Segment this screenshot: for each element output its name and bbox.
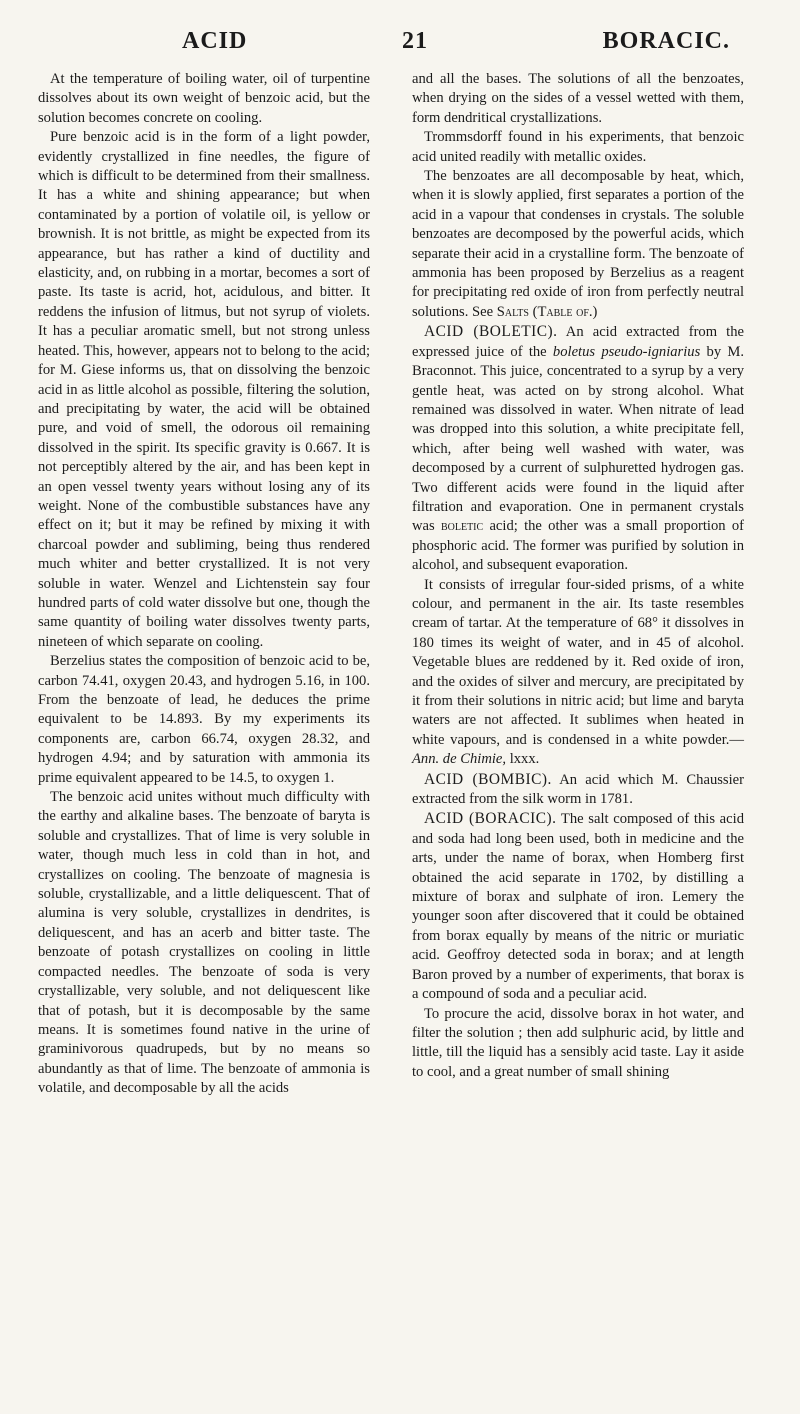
right-column xyxy=(412,70,744,1082)
entry-text: by M. Braconnot. This juice, concentrated to a syrup by a very gentle heat, was acted on by strong alcohol. What remained was dissolved in water. When nitrate of lead was dropped into this solution, a white precipitate fell, which, after being well washed with water, was decomposed by a current of sulphuretted hydrogen gas. Two different acids were found in the liquid after filtration and evaporation. One in permanent crystals was xyxy=(412,343,744,535)
running-header xyxy=(26,28,774,68)
entry-heading: ACID (BORACIC). xyxy=(424,810,557,828)
entry-text: An acid extracted from the expressed juice of the xyxy=(412,324,745,360)
entry-boletic xyxy=(412,322,744,575)
paragraph: At the temperature of boiling water, oil of turpentine dissolves about its own weight of benzoic acid, but the solution becomes concrete on cooling. xyxy=(38,71,370,126)
paragraph: The benzoic acid unites without much difficulty with the earthy and alkaline bases. The benzoate of baryta is soluble and crystallizes. That of lime is very soluble in water, though much less in cold than in hot, and crystallizes on cooling. The benzoate of magnesia is soluble, crystallizable, and a little deliquescent. That of alumina is very soluble, crystallizes in dendrites, is deliquescent, and has an acerb and bitter taste. The benzoate of potash crystallizes on cooling in little compacted needles. The benzoate of soda is very crystallizable, very soluble, and not deliquescent like that of potash, but it is decomposable by the same means. It is sometimes found native in the urine of graminivorous quadrupeds, but by no means so abundantly as that of lime. The benzoate of ammonia is volatile, and decomposable by all the acids xyxy=(38,789,370,1097)
paragraph: and all the bases. The solutions of all the benzoates, when drying on the sides of a vessel wetted with them, form dendritical crystallizations. xyxy=(412,71,744,126)
entry-text: The salt composed of this acid and soda had long been used, both in medicine and the arts, under the name of borax, when Homberg first obtained the acid separate in 1702, by distilling a mixture of borax and sulphate of iron. Lemery the younger soon after discovered that it could be obtained from borax equally by means of the nitric or muriatic acid. Geoffroy detected soda in borax; and at length Baron proved by a number of experiments, that borax is a compound of soda and a peculiar acid. xyxy=(412,811,744,1003)
paragraph-text: It consists of irregular four-sided prisms, of a white colour, and permanent in the air. Its taste resembles cream of tartar. At the temperature of 68° it dissolves in 180 times its weight of water, and in 45 of alcohol. Vegetable blues are reddened by it. Red oxide of iron, and the oxides of silver and mercury, are precipitated by it from their solutions in nitric acid; but lime and baryta waters are not affected. It sublimes when heated in white vapours, and is condensed in a white powder.— xyxy=(412,576,744,748)
paragraph-text: The benzoates are all decomposable by heat, which, when it is slowly applied, first separates a portion of the acid in a vapour that condenses in crystals. The soluble benzoates are decomposed by the powerful acids, which separate their acid in a crystalline form. The benzoate of ammonia has been proposed by Berzelius as a reagent for precipitating red oxide of iron from perfectly neutral solutions. See xyxy=(412,168,744,320)
species-name: boletus pseudo-igniarius xyxy=(552,343,701,360)
paragraph xyxy=(412,167,744,322)
entry-text: acid; the other was a small proportion of phosphoric acid. The former was purified by solution in alcohol, and subsequent evaporation. xyxy=(412,518,744,574)
paragraph xyxy=(412,576,744,770)
paragraph-text: lxxx. xyxy=(506,751,540,768)
entry-bombic xyxy=(412,770,744,810)
paragraph: Trommsdorff found in his experiments, that benzoic acid united readily with metallic oxides. xyxy=(412,129,744,165)
left-column xyxy=(38,70,370,1099)
entry-heading: ACID (BOLETIC). xyxy=(424,323,558,341)
entry-text: An acid which M. Chaussier extracted from the silk worm in 1781. xyxy=(412,771,744,808)
acid-name: boletic xyxy=(440,518,484,535)
paragraph: To procure the acid, dissolve borax in hot water, and filter the solution ; then add sulphuric acid, by little and little, till the liquid has a sensibly acid taste. Lay it aside to cool, and a great number of small shining xyxy=(412,1005,744,1080)
entry-boracic xyxy=(412,809,744,1004)
paragraph: Pure benzoic acid is in the form of a light powder, evidently crystallized in fine needles, the figure of which is difficult to be determined from their smallness. It has a white and shining appearance; but when contaminated by a portion of volatile oil, is yellow or brownish. It is not brittle, as might be expected from its appearance, but has rather a kind of ductility and elasticity, and, on rubbing in a mortar, becomes a sort of paste. Its taste is acrid, hot, acidulous, and bitter. It reddens the infusion of litmus, but not syrup of violets. It has a peculiar aromatic smell, but not strong unless heated. This, however, appears not to belong to the acid; for M. Giese informs us, that on dissolving the benzoic acid in as little alcohol as possible, filtering the solution, and precipitating by water, the acid will be obtained pure, and void of smell, the odorous oil remaining dissolved in the spirit. Its specific gravity is 0.667. It is not perceptibly altered by the air, and has been kept in an open vessel twenty years without losing any of its weight. None of the combustible substances have any effect on it; but it may be refined by mixing it with charcoal powder and subliming, being thus rendered much whiter and better crystallized. It is not very soluble in water. Wenzel and Lichtenstein say four hundred parts of cold water dissolve but one, though the same quantity of boiling water dissolves twenty parts, nineteen of which separate on cooling. xyxy=(38,129,370,650)
header-right-title: BORACIC. xyxy=(602,28,730,54)
entry-heading: ACID (BOMBIC). xyxy=(424,770,552,788)
header-left-title: ACID xyxy=(182,28,248,54)
cross-reference: Salts (Table of.) xyxy=(496,303,598,320)
paragraph: Berzelius states the composition of benzoic acid to be, carbon 74.41, oxygen 20.43, and hydrogen 5.16, in 100. From the benzoate of lead, he deduces the prime equivalent to be 14.893. By my experiments its components are, carbon 66.74, oxygen 28.32, and hydrogen 4.94; and by saturation with ammonia its prime equivalent appeared to be 14.5, to oxygen 1. xyxy=(38,653,370,786)
citation: Ann. de Chimie, xyxy=(412,751,507,768)
page-number: 21 xyxy=(402,28,428,54)
